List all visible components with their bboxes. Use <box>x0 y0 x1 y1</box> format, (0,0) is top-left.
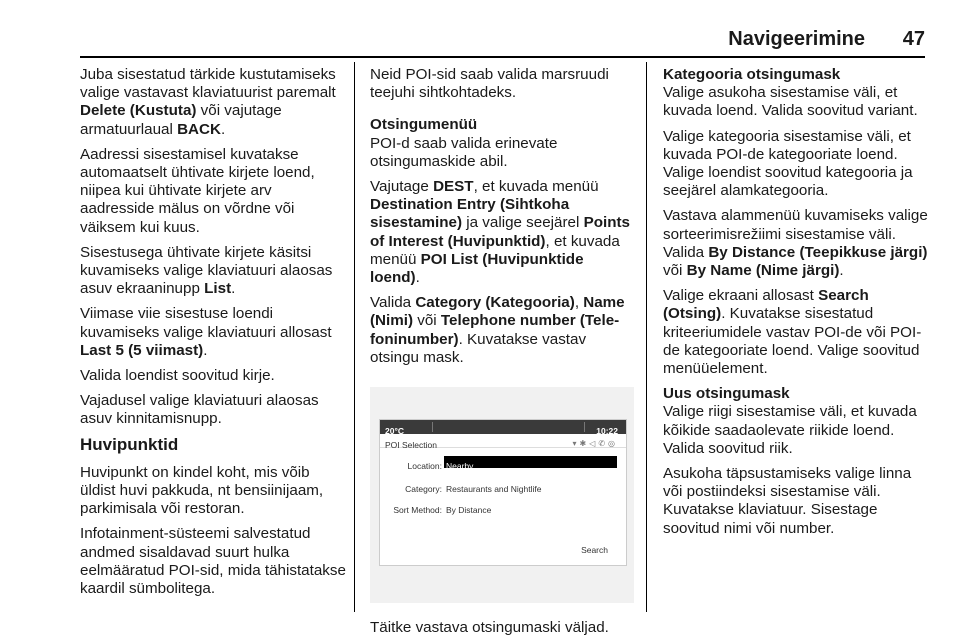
column-2 <box>370 66 632 644</box>
paragraph: POI-d saab valida erinevate otsingumaskide abil. <box>370 134 558 170</box>
search-button[interactable]: Search <box>581 544 608 555</box>
paragraph: Sisestusega ühtivate kirjete käsitsi kuvamiseks valige klaviatuuri alaosas asuv ekraaninupp List. <box>80 243 333 298</box>
section-heading: Huvipunktid <box>80 434 179 454</box>
divider <box>584 422 585 432</box>
status-bar <box>380 420 626 437</box>
divider <box>432 422 433 432</box>
paragraph: Vajutage DEST, et kuvada menüü Destination Entry (Sihtkoha sisestamine) ja valige seejärel Points of Interest (Huvipunktid), et kuvada menüü POI List (Huvipunktide loend). <box>370 178 631 287</box>
paragraph: Viimase viie sisestuse loendi kuvamiseks valige klaviatuuri allosast Last 5 (5 viimast). <box>80 305 332 359</box>
signal-icon: ▾ <box>572 439 580 449</box>
column-1 <box>80 66 348 605</box>
status-icons <box>572 435 618 453</box>
paragraph: Vastava alammenüü kuvamiseks valige sorteerimisrežiimi sisestamise väli. Valida By Distance (Teepikkuse järgi) või By Name (Nime järgi). <box>663 207 928 280</box>
mute-icon: ◁ <box>589 439 599 449</box>
page-number: 47 <box>902 28 925 50</box>
column-divider-1 <box>354 62 355 612</box>
paragraph: Neid POI-sid saab valida marsruudi teejuhi sihtkohtadeks. <box>370 66 609 102</box>
header-rule <box>80 56 925 58</box>
location-label: Location: <box>407 461 442 472</box>
location-field[interactable] <box>380 456 620 472</box>
paragraph: Infotainment-süsteemi salvestatud andmed sisaldavad suurt hulka eelmääratud POI-sid, mida tähistatakse kaardil sümbolitega. <box>80 525 346 598</box>
category-label: Category: <box>405 484 442 495</box>
category-value: Restaurants and Nightlife <box>446 484 542 495</box>
paragraph: Valige kategooria sisestamise väli, et kuvada POI-de kategooriate loend. Valige loendist soovitud kategooria ja seejärel alamkategooria. <box>663 127 913 200</box>
paragraph: Valida loendist soovitud kirje. <box>80 367 275 385</box>
page-title: Navigeerimine <box>728 28 865 50</box>
paragraph: Valida Category (Kategooria), Name (Nimi) või Telephone number (Telefoninumber). Kuvatakse vastav otsingu mask. <box>370 294 625 366</box>
screen-title-bar <box>380 434 626 451</box>
page-header <box>80 28 925 58</box>
column-divider-2 <box>646 62 647 612</box>
subheading: Kategooria otsingumask <box>663 66 841 83</box>
clock: 10:22 <box>596 426 618 437</box>
sort-method-value: By Distance <box>446 505 492 516</box>
paragraph: Valige ekraani allosast Search (Otsing). Kuvatakse sisestatud kriteeriumidele vastav POI-de või POI-de kategooriate loend. Valige soovitud menüüelement. <box>663 287 922 378</box>
paragraph: Asukoha täpsustamiseks valige linna või postiindeksi sisestamise väli. Kuvatakse klaviatuur. Sisestage soovitud nimi või number. <box>663 465 912 537</box>
paragraph: Valige asukoha sisestamise väli, et kuvada loend. Valida soovitud variant. <box>663 84 918 120</box>
location-value-highlight[interactable]: Nearby <box>444 456 617 468</box>
infotainment-screen <box>379 419 627 566</box>
bluetooth-icon: ✱ <box>579 439 590 449</box>
settings-icon: ◎ <box>608 439 618 449</box>
phone-icon: ✆ <box>598 439 609 449</box>
poi-selection-screenshot <box>370 387 634 603</box>
figure-caption: Täitke vastava otsingumaski väljad. <box>370 619 609 637</box>
paragraph: Valige riigi sisestamise väli, et kuvada kõikide saadaolevate riikide loend. Valida soovitud riik. <box>663 403 917 457</box>
paragraph: Aadressi sisestamisel kuvatakse automaatselt ühtivate kirjete loend, niipea kui ühtivate kirjete arv aadresside mälus on võrdne või väiksem kui kuus. <box>80 145 315 236</box>
temperature: 20°C <box>385 426 404 437</box>
sort-method-label: Sort Method: <box>393 505 442 516</box>
sort-method-field[interactable] <box>380 500 620 516</box>
paragraph: Juba sisestatud tärkide kustutamiseks valige vastavast klaviatuurist paremalt Delete (Kustuta) või vajutage armatuurlaual BACK. <box>80 66 336 138</box>
column-3 <box>663 66 931 545</box>
paragraph: Vajadusel valige klaviatuuri alaosas asuv kinnitamisnupp. <box>80 392 319 428</box>
subheading: Otsingumenüü <box>370 116 478 134</box>
category-field[interactable] <box>380 479 620 495</box>
subheading: Uus otsingumask <box>663 385 790 403</box>
screen-title: POI Selection <box>385 440 437 451</box>
paragraph: Huvipunkt on kindel koht, mis võib üldist huvi pakkuda, nt bensiinijaam, parkimisala või restoran. <box>80 463 324 518</box>
